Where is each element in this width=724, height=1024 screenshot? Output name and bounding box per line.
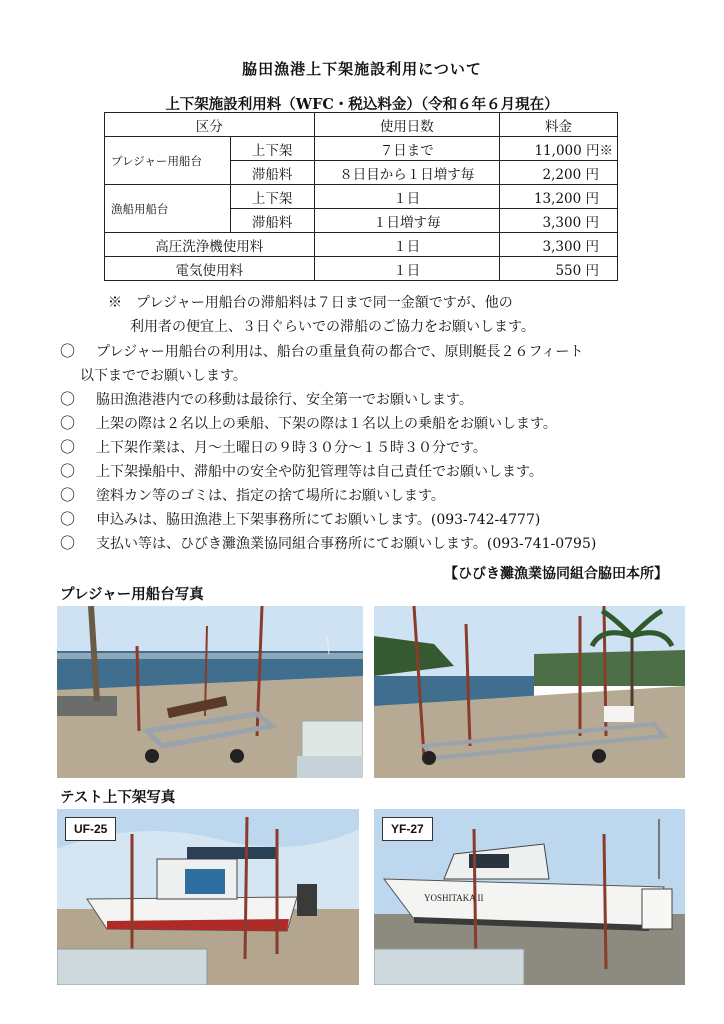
table-row bbox=[105, 233, 618, 257]
circle-bullet-icon: 〇 bbox=[60, 414, 76, 432]
list-item-text: 以下まででお願いします。 bbox=[80, 368, 247, 384]
list-item bbox=[60, 531, 710, 555]
list-item-text: 上下架作業は、月～土曜日の９時３０分～１５時３０分です。 bbox=[96, 440, 487, 456]
boat-photo-yf27 bbox=[374, 809, 685, 985]
list-item bbox=[60, 435, 710, 459]
table-row bbox=[105, 137, 618, 161]
fee-table bbox=[104, 112, 618, 281]
list-item bbox=[60, 387, 710, 411]
office-name: 【ひびき灘漁業協同組合脇田本所】 bbox=[444, 566, 668, 582]
price-cell: 3,300 円 bbox=[500, 209, 618, 233]
svg-text:YOSHITAKA II: YOSHITAKA II bbox=[424, 893, 484, 903]
list-item-text: 塗料カン等のゴミは、指定の捨て場所にお願いします。 bbox=[96, 488, 445, 504]
circle-bullet-icon: 〇 bbox=[60, 486, 76, 504]
list-item bbox=[60, 483, 710, 507]
price-cell: 11,000 円※ bbox=[500, 137, 618, 161]
item-cell: 上下架 bbox=[230, 137, 314, 161]
days-cell: １日増す毎 bbox=[314, 209, 500, 233]
fee-note bbox=[108, 291, 708, 339]
note-line: 利用者の便宜上、３日ぐらいでの滞船のご協力をお願いします。 bbox=[130, 319, 535, 335]
category-pleasure: プレジャー用船台 bbox=[105, 137, 231, 185]
item-cell: 上下架 bbox=[230, 185, 314, 209]
item-cell: 滞船料 bbox=[230, 209, 314, 233]
boat-tag-uf25: UF-25 bbox=[65, 817, 116, 841]
boat-photo-uf25 bbox=[57, 809, 359, 985]
header-price: 料金 bbox=[500, 113, 618, 137]
list-item-text: 上下架操船中、滞船中の安全や防犯管理等は自己責任でお願いします。 bbox=[96, 464, 543, 480]
days-cell: １日 bbox=[314, 257, 500, 281]
header-category: 区分 bbox=[105, 113, 315, 137]
circle-bullet-icon: 〇 bbox=[60, 438, 76, 456]
circle-bullet-icon: 〇 bbox=[60, 534, 76, 552]
circle-bullet-icon: 〇 bbox=[60, 510, 76, 528]
table-row bbox=[105, 257, 618, 281]
fee-table-title: 上下架施設利用料（WFC・税込料金）（令和６年６月現在） bbox=[165, 96, 559, 113]
list-item bbox=[60, 339, 710, 387]
list-item-text: 申込みは、脇田漁港上下架事務所にてお願いします。(093-742-4777) bbox=[96, 512, 541, 528]
item-cell: 滞船料 bbox=[230, 161, 314, 185]
list-item-text: 支払い等は、ひびき灘漁業協同組合事務所にてお願いします。(093-741-0795) bbox=[96, 536, 597, 552]
list-item-text: 脇田漁港港内での移動は最徐行、安全第一でお願いします。 bbox=[96, 392, 473, 408]
days-cell: １日 bbox=[314, 233, 500, 257]
item-cell: 高圧洗浄機使用料 bbox=[105, 233, 315, 257]
circle-bullet-icon: 〇 bbox=[60, 390, 76, 408]
note-line: ※ プレジャー用船台の滞船料は７日まで同一金額ですが、他の bbox=[108, 295, 513, 311]
section-heading-test-photos: テスト上下架写真 bbox=[60, 790, 176, 806]
section-heading-pleasure-photos: プレジャー用船台写真 bbox=[60, 587, 204, 603]
list-item bbox=[60, 507, 710, 531]
table-header-row bbox=[105, 113, 618, 137]
table-row bbox=[105, 185, 618, 209]
list-item bbox=[60, 459, 710, 483]
header-days: 使用日数 bbox=[314, 113, 500, 137]
cradle-photo-harbor bbox=[57, 606, 363, 778]
boat-tag-yf27: YF-27 bbox=[382, 817, 433, 841]
list-item bbox=[60, 411, 710, 435]
price-cell: 3,300 円 bbox=[500, 233, 618, 257]
list-item-text: プレジャー用船台の利用は、船台の重量負荷の都合で、原則艇長２６フィート bbox=[96, 344, 584, 360]
price-cell: 2,200 円 bbox=[500, 161, 618, 185]
days-cell: ８日目から１日増す毎 bbox=[314, 161, 500, 185]
price-cell: 550 円 bbox=[500, 257, 618, 281]
days-cell: ７日まで bbox=[314, 137, 500, 161]
list-item-text: 上架の際は２名以上の乗船、下架の際は１名以上の乗船をお願いします。 bbox=[96, 416, 557, 432]
cradle-photo-row bbox=[374, 606, 685, 778]
rules-list bbox=[60, 339, 710, 555]
days-cell: １日 bbox=[314, 185, 500, 209]
category-fishing: 漁船用船台 bbox=[105, 185, 231, 233]
price-cell: 13,200 円 bbox=[500, 185, 618, 209]
item-cell: 電気使用料 bbox=[105, 257, 315, 281]
circle-bullet-icon: 〇 bbox=[60, 462, 76, 480]
page-title: 脇田漁港上下架施設利用について bbox=[242, 60, 482, 78]
circle-bullet-icon: 〇 bbox=[60, 342, 76, 360]
